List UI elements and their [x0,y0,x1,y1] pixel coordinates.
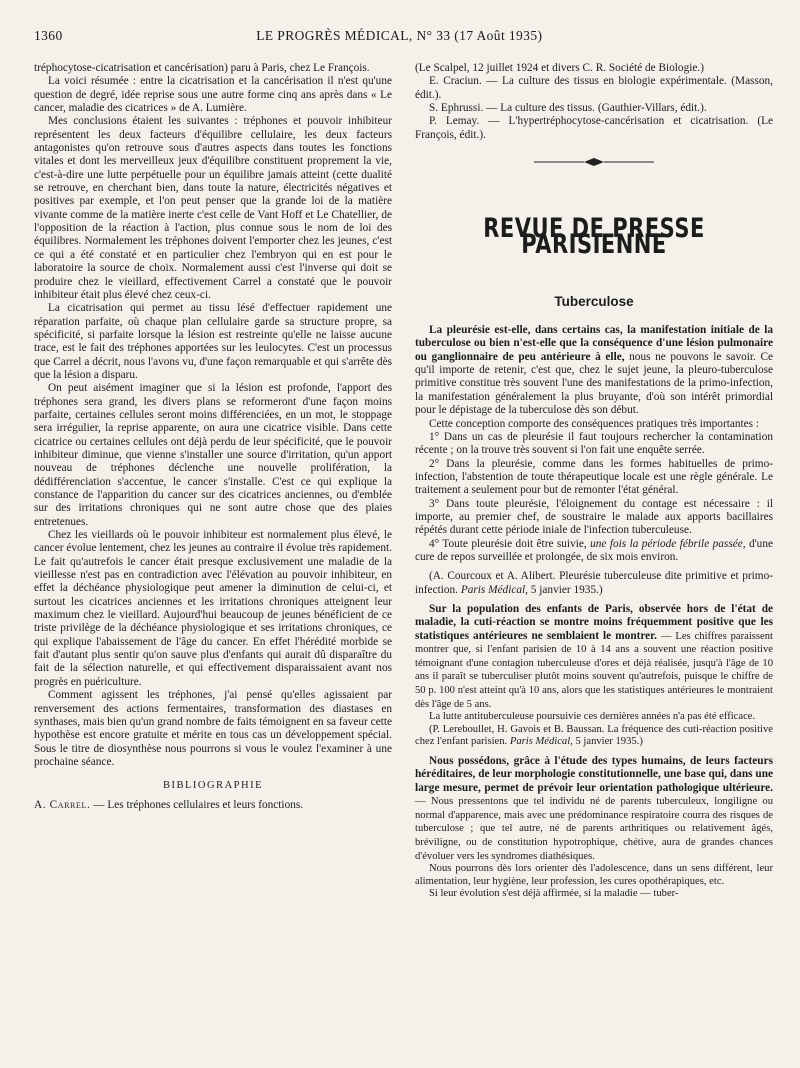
paragraph: Nous pourrons dès lors orienter dès l'adolescence, dans un sens différent, leur alimentation, leur hygiène, leur profession, les cures opothérapiques, etc. [415,863,773,887]
article-text: — Nous pressentons que tel individu né de parents tuberculeux, longiligne ou normal d'apparence, mais avec une prédominance respiratoire courra des risques de tuberculose ; que tel autre, né de parents arthritiques ou relativement âgés, bréviligne, ou de constitution hypotrophique, chétive, aura de grandes chances d'évoluer vers les syndromes diathésiques. [415,796,773,862]
article-paragraph [415,755,773,863]
numbered-point: 2° Dans la pleurésie, comme dans les formes habituelles de primo-infection, l'abstention de toute thérapeutique locale est une règle générale. Le traitement a seulement pour but de remonter l'état général. [415,457,773,497]
paragraph: Mes conclusions étaient les suivantes : tréphones et pouvoir inhibiteur représentent les deux facteurs d'équilibre cellulaire, les deux facteurs antagonistes qu'on retrouve sous d'autres aspects dans toutes les fonctions vitales et dont les merveilleux jeux d'équilibre constituent proprement la vie, c'est-à-dire une lutte perpétuelle pour un équilibre jamais atteint (cette dualité se retrouve, en cherchant bien, dans toute la nature, électricités négatives et positives par exemple, et l'on peut penser que la grande loi de la matière vivante comme de la matière inerte c'est celle de Vant Hoff et Le Chatellier, de l'opposition de la réaction à l'action, plus connue sous le nom de loi des équilibres. Normalement les tréphones doivent l'emporter chez les jeunes, c'est ce qui a été constaté et en particulier chez l'embryon qui en est pour le laboratoire la source de choix. Normalement aussi c'est l'inverse qui doit se produire chez le vieillard, effectivement Carrel a constaté que le pouvoir inhibiteur était plus élevé chez ceux-ci. [34,115,392,301]
bibliography-entry: P. Lemay. — L'hypertréphocytose-cancérisation et cicatrisation. (Le François, édit.). [415,115,773,141]
bibliography-heading: BIBLIOGRAPHIE [163,780,263,792]
left-column [34,62,392,812]
reference-date: 5 janvier 1935.) [527,583,603,596]
bibliography-entry: E. Craciun. — La culture des tissus en biologie expérimentale. (Masson, édit.). [415,75,773,101]
bibliography-author: A. Carrel. [34,798,91,811]
bibliography-text: — Les tréphones cellulaires et leurs fonctions. [90,798,304,811]
paragraph: La voici résumée : entre la cicatrisation et la cancérisation il n'est qu'une question de degré, idée reprise sous une autre forme cinq ans après dans « Le cancer, maladie des cicatrices » de A. Lumière. [34,75,392,115]
subsection-title: Tuberculose [554,293,634,309]
point-italic: une fois la période fébrile passée, [590,537,746,550]
point-text: 4° Toute pleurésie doit être suivie, [429,537,591,550]
reference-text: (A. Courcoux et A. Alibert. Pleurésie tuberculeuse dite primitive et primo-infection. [415,570,773,596]
numbered-point: 3° Dans toute pleurésie, l'éloignement du contage est nécessaire : il importe, au premier chef, de soustraire le malade aux apports bacillaires répétés durant cette période iniale de l'infection tuberculeuse. [415,497,773,537]
article-lead: Sur la population des enfants de Paris, observée hors de l'état de maladie, la cuti-réaction se montre moins fréquemment positive que les statistiques antérieures ne semblaient le montrer. [415,602,773,642]
paragraph: Cette conception comporte des conséquences pratiques très importantes : [429,417,760,430]
reference [415,570,773,597]
paragraph: La cicatrisation qui permet au tissu lésé d'effectuer rapidement une réparation parfaite, où chaque plan cellulaire garde sa structure propre, sa spécificité, si parfaite lorsque la lésion est restreinte qu'elle ne laisse aucune trace, est le fait des tréphones apportées sur les leulocytes. C'est un processus que Carrel a décrit, nous l'avons vu, d'une façon remarquable et qui s'arrête dès que la lésion a disparu. [34,302,392,381]
paragraph: Chez les vieillards où le pouvoir inhibiteur est normalement plus élevé, le cancer évolue lentement, chez les jeunes au contraire il évolue très rapidement. Le fait qu'autrefois le cancer était presque exclusivement une maladie de la vieillesse n'est pas en contradiction avec l'élévation au pouvoir inhibiteur, en effet la déchéance physiologique peut amener la diminution de celui-ci, et surtout les cicatrices anciennes et les irritations chroniques atteignent leur maximum chez le vieillard. Aujourd'hui beaucoup de jeunes bénéficient de ce triste privilège de la déchéance physiologique et ses irritations chroniques, ce qui explique l'abaissement de l'âge du cancer. En effet l'hérédité morbide se fait d'autant plus sentir qu'on sauve plus d'enfants qui aurait dû disparaître du fait de la sélection naturelle, et qui effectivement disparaissaient avant nos progrès en puériculture. [34,529,392,688]
paragraph: Comment agissent les tréphones, j'ai pensé qu'elles agissaient par renversement des actions fermentaires, transformation des diastases en synthases, mais bien qu'un grand nombre de faits témoignent en sa faveur cette hypothèse est encore gratuite et mérite en tous cas un développement spécial. Sous le titre de diosynthèse nous pourrons si vous le voulez l'examiner à une prochaine séance. [34,689,392,768]
reference [415,724,773,749]
right-column [415,62,773,901]
article-text: — Les chiffres paraissent montrer que, si l'enfant parisien de 10 à 14 ans a souvent une réaction positive témoignant d'une contagion tuberculeuse d'ores et déjà réalisée, jusqu'à l'âge de 10 ans il paraît se tuberculiser plutôt moins souvent qu'autrefois, puisque le chiffre de 50 p. 100 n'est atteint qu'à 10 ans, alors que les statistiques antérieures le montraient dès l'âge de 5 ans. [415,630,773,710]
journal-title: LE PROGRÈS MÉDICAL, N° 33 (17 Août 1935) [256,28,543,43]
numbered-point [415,538,773,565]
paragraph: tréphocytose-cicatrisation et cancérisation) paru à Paris, chez Le François. [34,62,370,74]
bibliography-entry: (Le Scalpel, 12 juillet 1924 et divers C. R. Société de Biologie.) [415,62,704,74]
ornament-rule [415,156,773,178]
paragraph: On peut aisément imaginer que si la lésion est profonde, l'apport des tréphones sera grand, les divers plans se reformeront d'une façon moins parfaite, certaines cellules seront moins différenciées, en un mot, le stoppage sera irrégulier, la reprise apparente, on aura une cicatrice visible. Dans cette cicatrice ou certaines cellules ont déjà perdu de leur spécificité, que le pouvoir inhibiteur diminue, que vienne s'installer une source d'irritation, qu'un apport nouveau de tréphones déclenche une nouvelle prolifération, la dédifférenciation s'accentue, le cancer s'installe. C'est ce qui explique la constance de l'apparition du cancer sur des cicatrices anciennes, ou d'emblée sur des irritations chroniques qui ne sont autre chose que des plaies entretenues. [34,382,392,528]
reference-date: 5 janvier 1935.) [572,736,643,748]
paragraph: La lutte antituberculeuse poursuivie ces dernières années n'a pas été efficace. [429,711,756,723]
article-paragraph [415,324,773,417]
numbered-point: 1° Dans un cas de pleurésie il faut toujours rechercher la contamination récente ; on la trouve très souvent si l'on fait une enquête serrée. [415,430,773,457]
article-lead: La pleurésie est-elle, dans certains cas, la manifestation initiale de la tuberculose ou bien n'est-elle que la conséquence d'une lésion pulmonaire ou ganglionnaire de peu antérieure à elle, [415,324,773,363]
article-text: nous ne pouvons le savoir. Ce qu'il importe de retenir, c'est que, chez le sujet jeune, la pleuro-tuberculose primitive constitue très souvent l'une des manifestations de la primo-infection, la manifestation généralement la plus bruyante, d'où son intérêt primordial pour le dépistage de la tuberculose dès son début. [415,350,773,417]
bibliography-entry: S. Ephrussi. — La culture des tissus. (Gauthier-Villars, édit.). [429,102,707,115]
paragraph: Si leur évolution s'est déjà affirmée, si la maladie — tuber- [429,888,679,900]
point-text: d'une cure de repos surveillée et prolongée, de six mois environ. [415,537,773,563]
reference-journal: Paris Médical, [509,736,573,748]
article-paragraph [415,603,773,711]
page-number: 1360 [34,28,63,43]
article-lead: Nous possédons, grâce à l'étude des types humains, de leurs facteurs héréditaires, de leur morphologie constitutionnelle, une base qui, dans une large mesure, permet de prévoir leur orientation pathologique ultérieure. [415,755,773,794]
ornament-icon [534,156,654,168]
reference-journal: Paris Médical, [460,583,528,596]
bibliography-entry [34,799,392,812]
page-header [34,28,766,50]
reference-text: (P. Lereboullet, H. Gavois et B. Baussan. La fréquence des cuti-réaction positive chez l'enfant parisien. [415,723,773,748]
section-title: REVUE DE PRESSE PARISIENNE [483,213,705,260]
